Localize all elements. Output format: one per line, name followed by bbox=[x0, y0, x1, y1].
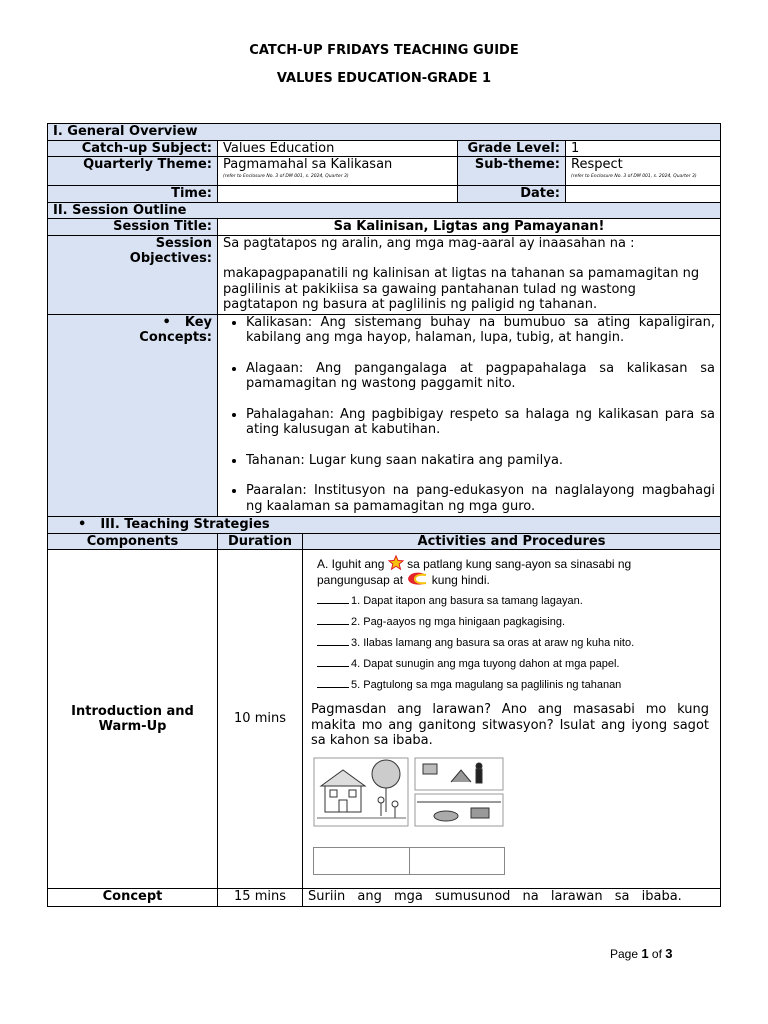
moon-icon bbox=[406, 572, 428, 586]
concept-item: • Pahalagahan: Ang pagbibigay respeto sa halaga ng kalikasan para sa ating kalusugan at kabutihan. bbox=[246, 407, 715, 438]
teaching-guide-table bbox=[47, 123, 721, 907]
theme-value: Pagmamahal sa Kalikasan bbox=[223, 157, 393, 172]
scene-illustrations bbox=[311, 756, 701, 828]
key-concepts-cell bbox=[218, 314, 721, 517]
page-number: Page 1 of 3 bbox=[610, 946, 673, 961]
component-intro: Introduction and Warm-Up bbox=[48, 550, 218, 889]
list-item: 4. Dapat sunugin ang mga tuyong dahon at mga papel. bbox=[317, 657, 697, 678]
document-title: CATCH-UP FRIDAYS TEACHING GUIDE bbox=[249, 43, 519, 58]
section-session-outline: II. Session Outline bbox=[48, 202, 721, 219]
subtheme-value: Respect bbox=[571, 157, 623, 172]
activity-intro-paragraph: Pagmasdan ang larawan? Ano ang masasabi mo kung makita mo ang ganitong sitwasyon? Isulat ang iyong sagot sa kahon sa ibaba. bbox=[311, 702, 709, 748]
activity-A-items bbox=[317, 594, 697, 699]
duration-intro: 10 mins bbox=[218, 550, 303, 889]
answer-blank[interactable] bbox=[317, 624, 349, 625]
littered-scene-picture bbox=[415, 758, 503, 826]
star-icon bbox=[388, 555, 404, 570]
component-concept: Concept bbox=[48, 889, 218, 907]
objectives-label-line1: Session bbox=[155, 235, 212, 251]
subject-value: Values Education bbox=[218, 140, 458, 157]
key-concepts-label-line2: Concepts: bbox=[139, 330, 212, 345]
answer-boxes[interactable] bbox=[313, 847, 505, 875]
col-activities: Activities and Procedures bbox=[303, 533, 721, 550]
objectives-label bbox=[48, 235, 218, 314]
grade-label: Grade Level: bbox=[458, 140, 566, 157]
time-value[interactable] bbox=[218, 186, 458, 203]
list-item: 3. Ilabas lamang ang basura sa oras at araw ng kuha nito. bbox=[317, 636, 697, 657]
subtheme-label: Sub-theme: bbox=[458, 157, 566, 186]
date-label: Date: bbox=[458, 186, 566, 203]
list-item: 2. Pag-aayos ng mga hinigaan pagkagising. bbox=[317, 615, 697, 636]
theme-note: (refer to Enclosure No. 3 of DM 001, s. 2024, Quarter 3) bbox=[223, 173, 349, 179]
grade-value: 1 bbox=[566, 140, 721, 157]
concept-item: • Alagaan: Ang pangangalaga at pagpapahalaga sa kalikasan sa pamamagitan ng wastong paggamit nito. bbox=[246, 361, 715, 392]
answer-blank[interactable] bbox=[317, 666, 349, 667]
concept-item: • Paaralan: Institusyon na pang-edukasyon na naglalayong magbahagi ng kaalaman sa pamamagitan ng mga guro. bbox=[246, 483, 715, 514]
list-item: 1. Dapat itapon ang basura sa tamang lagayan. bbox=[317, 594, 697, 615]
subtheme-cell bbox=[566, 157, 721, 186]
concept-item: • Tahanan: Lugar kung saan nakatira ang pamilya. bbox=[246, 453, 715, 469]
theme-label: Quarterly Theme: bbox=[48, 157, 218, 186]
session-title-label: Session Title: bbox=[48, 219, 218, 236]
objectives-label-line2: Objectives: bbox=[129, 251, 212, 266]
subtheme-note: (refer to Enclosure No. 3 of DM 001, s. 2024, Quarter 3) bbox=[571, 173, 697, 179]
activity-concept: Suriin ang mga sumusunod na larawan sa ibaba. bbox=[303, 889, 721, 907]
activity-intro-cell bbox=[303, 550, 721, 889]
answer-blank[interactable] bbox=[317, 603, 349, 604]
objectives-text: makapagpapanatili ng kalinisan at ligtas na tahanan sa pamamagitan ng paglilinis at pakikiisa sa gawaing pantahanan tulad ng wastong pagtatapon ng basura at paglilinis ng paligid ng tahanan. bbox=[223, 266, 700, 312]
col-components: Components bbox=[48, 533, 218, 550]
section-general-overview: I. General Overview bbox=[48, 124, 721, 141]
answer-blank[interactable] bbox=[317, 687, 349, 688]
subject-label: Catch-up Subject: bbox=[48, 140, 218, 157]
date-value[interactable] bbox=[566, 186, 721, 203]
theme-cell bbox=[218, 157, 458, 186]
activity-A-instruction: A. Iguhit ang sa patlang kung sang-ayon sa sinasabi ng pangungusap at kung hindi. bbox=[317, 557, 632, 587]
answer-blank[interactable] bbox=[317, 645, 349, 646]
key-concepts-label-line1: • Key bbox=[162, 314, 212, 330]
objectives-intro: Sa pagtatapos ng aralin, ang mga mag-aaral ay inaasahan na : bbox=[223, 235, 635, 251]
key-concepts-list bbox=[223, 315, 715, 515]
duration-concept: 15 mins bbox=[218, 889, 303, 907]
key-concepts-label bbox=[48, 314, 218, 517]
session-title: Sa Kalinisan, Ligtas ang Pamayanan! bbox=[218, 219, 721, 236]
time-label: Time: bbox=[48, 186, 218, 203]
clean-house-picture bbox=[314, 758, 408, 826]
document-subtitle: VALUES EDUCATION-GRADE 1 bbox=[276, 71, 492, 86]
objectives-cell bbox=[218, 235, 721, 314]
concept-item: • Kalikasan: Ang sistemang buhay na bumubuo sa ating kapaligiran, kabilang ang mga hayop, halaman, lupa, tubig, at hangin. bbox=[246, 315, 715, 346]
col-duration: Duration bbox=[218, 533, 303, 550]
section-teaching-strategies: • III. Teaching Strategies bbox=[48, 517, 721, 534]
list-item: 5. Pagtulong sa mga magulang sa paglilinis ng tahanan bbox=[317, 678, 697, 699]
